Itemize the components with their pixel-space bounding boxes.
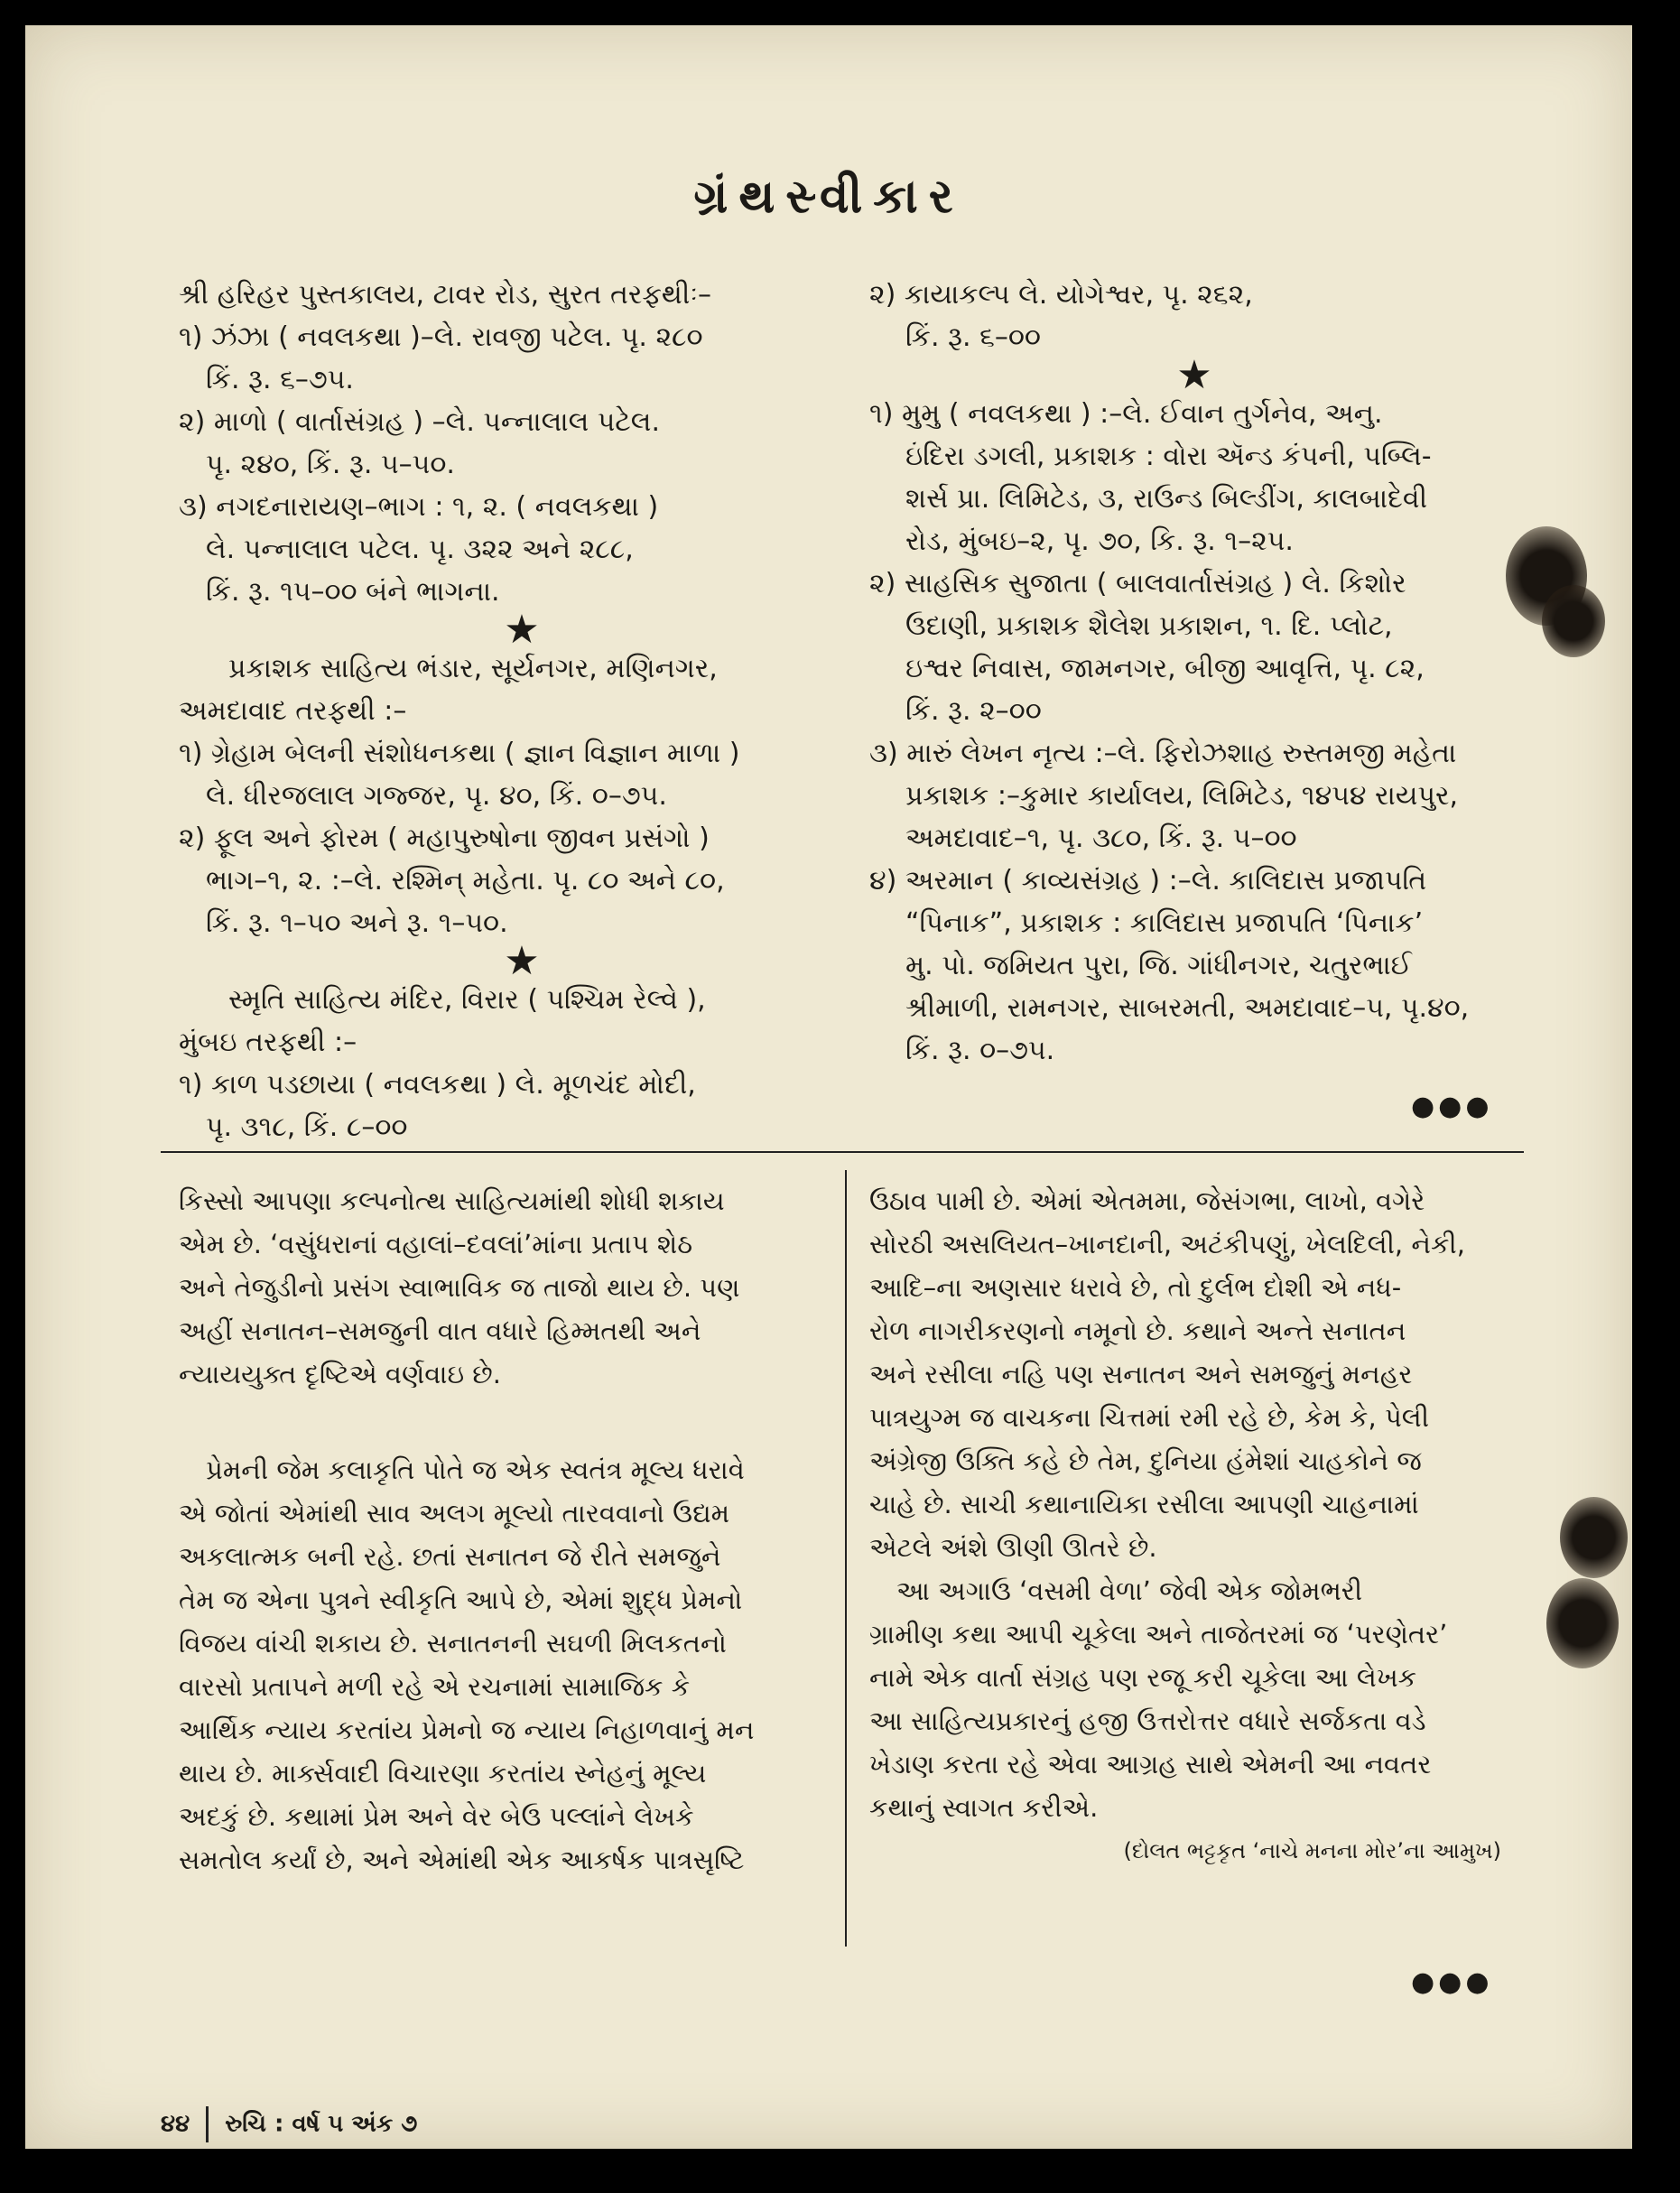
book-entry: ૧) ગ્રેહામ બેલની સંશોધનકથા ( જ્ઞાન વિજ્ઞાન માળા ): [179, 738, 740, 769]
book-entry-detail: કિં. રૂ. ૬–૦૦: [905, 321, 1041, 353]
issue-label: રુચિ : વર્ષ ૫ અંક ૭: [225, 2110, 418, 2138]
book-entry-detail: કિં. રૂ. ૬–૭૫.: [206, 364, 354, 395]
ink-stain: [1560, 1497, 1628, 1578]
book-entry-detail: “પિનાક”, પ્રકાશક : કાલિદાસ પ્રજાપતિ ‘પિનાક’: [905, 907, 1424, 939]
review-left-column: [179, 1179, 811, 1882]
book-entry: ૩) નગદનારાયણ–ભાગ : ૧, ૨. ( નવલકથા ): [179, 491, 659, 523]
page-number: ૪૪: [161, 2110, 190, 2138]
book-entry: ૩) મારું લેખન નૃત્ય :–લે. ફિરોઝશાહ રુસ્તમજી મહેતા: [869, 738, 1457, 769]
review-line: ઉઠાવ પામી છે. એમાં એતમમા, જેસંગભા, લાખો, વગેરે: [869, 1185, 1425, 1216]
review-line: અહીં સનાતન–સમજુની વાત વધારે હિમ્મતથી અને: [179, 1315, 701, 1346]
review-line: વિજય વાંચી શકાય છે. સનાતનની સઘળી મિલકતનો: [179, 1628, 727, 1659]
book-entry-detail: કિં. રૂ. ૧૫–૦૦ બંને ભાગના.: [206, 576, 500, 608]
column-divider: [845, 1170, 847, 1947]
book-entry-detail: કિં. રૂ. ૦–૭૫.: [905, 1035, 1055, 1066]
attribution: (દોલત ભટ્ટકૃત ‘નાચે મનના મોર’ના આમુખ): [1123, 1838, 1501, 1863]
review-line: એ જોતાં એમાંથી સાવ અલગ મૂલ્યો તારવવાનો ઉદ્યમ: [179, 1498, 730, 1529]
ink-stain: [1546, 1578, 1619, 1668]
footer-divider: [206, 2106, 209, 2142]
review-line: કિસ્સો આપણા કલ્પનોત્થ સાહિત્યમાંથી શોધી શકાય: [179, 1185, 725, 1216]
top-left-column: [179, 274, 865, 1148]
top-right-column: [869, 274, 1519, 1072]
book-entry-detail: ઉદાણી, પ્રકાશક શૈલેશ પ્રકાશન, ૧. દિ. પ્લોટ,: [905, 610, 1393, 642]
book-entry-detail: પૃ. ૩૧૮, કિં. ૮–૦૦: [206, 1111, 408, 1143]
book-entry-detail: લે. પન્નાલાલ પટેલ. પૃ. ૩૨૨ અને ૨૮૮,: [206, 534, 634, 565]
star-separator-icon: ★: [504, 938, 540, 984]
book-entry-detail: પૃ. ૨૪૦, કિં. રૂ. ૫–૫૦.: [206, 449, 455, 480]
end-marks: ●●●: [1411, 1966, 1493, 1998]
book-entry-detail: રોડ, મુંબઇ–૨, પૃ. ૭૦, કિ. રૂ. ૧–૨૫.: [905, 525, 1294, 557]
book-entry: ૨) માળો ( વાર્તાસંગ્રહ ) –લે. પન્નાલાલ પટેલ.: [179, 406, 660, 438]
book-entry: ૧) કાળ પડછાયા ( નવલકથા ) લે. મૂળચંદ મોદી,: [179, 1069, 696, 1101]
review-line: કથાનું સ્વાગત કરીએ.: [869, 1792, 1099, 1823]
book-entry: ૨) ફૂલ અને ફોરમ ( મહાપુરુષોના જીવન પ્રસંગો ): [179, 822, 710, 854]
book-entry-detail: ભાગ–૧, ૨. :–લે. રશ્મિન્ મહેતા. પૃ. ૮૦ અને ૮૦,: [206, 865, 725, 897]
review-line: નામે એક વાર્તા સંગ્રહ પણ રજૂ કરી ચૂકેલા આ લેખક: [869, 1662, 1417, 1693]
review-line: સમતોલ કર્યાં છે, અને એમાંથી એક આકર્ષક પાત્રસૃષ્ટિ: [179, 1845, 745, 1875]
review-line: આદિ–ના અણસાર ધરાવે છે, તો દુર્લભ દોશી એ નધ-: [869, 1272, 1402, 1303]
review-line: આ અગાઉ ‘વસમી વેળા’ જેવી એક જોમભરી: [896, 1575, 1363, 1606]
review-line: એમ છે. ‘વસુંધરાનાં વહાલાં–દવલાં’માંના પ્રતાપ શેઠ: [179, 1229, 693, 1259]
review-line: પાત્રયુગ્મ જ વાચકના ચિત્તમાં રમી રહે છે, કેમ કે, પેલી: [869, 1402, 1430, 1433]
book-entry-detail: ઇંદિરા ડગલી, પ્રકાશક : વોરા ઍન્ડ કંપની, પબ્લિ-: [905, 441, 1432, 472]
end-marks: ●●●: [1411, 1091, 1493, 1122]
book-entry: ૨) કાયાકલ્પ લે. યોગેશ્વર, પૃ. ૨૬૨,: [869, 279, 1253, 311]
book-entry-detail: મુ. પો. જમિયત પુરા, જિ. ગાંધીનગર, ચતુરભાઈ: [905, 950, 1412, 981]
review-line: ચાહે છે. સાચી કથાનાયિકા રસીલા આપણી ચાહનામાં: [869, 1489, 1419, 1519]
review-line: તેમ જ એના પુત્રને સ્વીકૃતિ આપે છે, એમાં શુદ્ધ પ્રેમનો: [179, 1584, 743, 1615]
horizontal-divider: [161, 1151, 1524, 1153]
star-separator-icon: ★: [504, 607, 540, 653]
book-entry: ૪) અરમાન ( કાવ્યસંગ્રહ ) :–લે. કાલિદાસ પ્રજાપતિ: [869, 865, 1427, 897]
book-entry-detail: કિં. રૂ. ૨–૦૦: [905, 695, 1042, 727]
book-entry-detail: અમદાવાદ–૧, પૃ. ૩૮૦, કિં. રૂ. ૫–૦૦: [905, 822, 1297, 854]
review-line: રોળ નાગરીકરણનો નમૂનો છે. કથાને અન્તે સનાતન: [869, 1315, 1406, 1346]
review-line: સોરઠી અસલિયત–ખાનદાની, અટંકીપણું, ખેલદિલી, નેકી,: [869, 1229, 1465, 1259]
review-line: પ્રેમની જેમ કલાકૃતિ પોતે જ એક સ્વતંત્ર મૂલ્ય ધરાવે: [206, 1454, 745, 1485]
book-entry-detail: શર્સ પ્રા. લિમિટેડ, ૩, રાઉન્ડ બિલ્ડીંગ, કાલબાદેવી: [905, 483, 1428, 515]
review-line: અંગ્રેજી ઉક્તિ કહે છે તેમ, દુનિયા હંમેશાં ચાહકોને જ: [869, 1445, 1422, 1476]
page-footer: [161, 2106, 417, 2142]
book-entry-detail: કિં. રૂ. ૧–૫૦ અને રૂ. ૧–૫૦.: [206, 907, 508, 939]
review-line: આ સાહિત્યપ્રકારનું હજી ઉત્તરોત્તર વધારે સર્જકતા વડે: [869, 1705, 1426, 1736]
book-entry-detail: પ્રકાશક :–કુમાર કાર્યાલય, લિમિટેડ, ૧૪૫૪ રાયપુર,: [905, 780, 1458, 812]
book-entry: ૧) ઝંઝા ( નવલકથા )–લે. રાવજી પટેલ. પૃ. ૨૮૦: [179, 321, 703, 353]
ink-stain: [1542, 585, 1605, 657]
review-line: અકલાત્મક બની રહે. છતાં સનાતન જે રીતે સમજુને: [179, 1541, 721, 1572]
review-line: વારસો પ્રતાપને મળી રહે એ રચનામાં સામાજિક કે: [179, 1671, 691, 1702]
magazine-page: [25, 25, 1632, 2149]
review-line: ન્યાયયુક્ત દૃષ્ટિએ વર્ણવાઇ છે.: [179, 1359, 501, 1389]
review-right-column: [869, 1179, 1501, 1872]
review-line: ગ્રામીણ કથા આપી ચૂકેલા અને તાજેતરમાં જ ‘પરણેતર’: [869, 1619, 1448, 1649]
publisher-heading-cont: મુંબઇ તરફથી :–: [179, 1027, 357, 1058]
review-line: એટલે અંશે ઊણી ઊતરે છે.: [869, 1532, 1157, 1563]
book-entry-detail: શ્રીમાળી, રામનગર, સાબરમતી, અમદાવાદ–૫, પૃ.૪૦,: [905, 992, 1470, 1024]
publisher-heading: સ્મૃતિ સાહિત્ય મંદિર, વિરાર ( પશ્ચિમ રેલ્વે ),: [228, 984, 706, 1016]
review-line: થાય છે. માર્ક્સવાદી વિચારણા કરતાંય સ્નેહનું મૂલ્ય: [179, 1758, 707, 1789]
review-line: અદકું છે. કથામાં પ્રેમ અને વેર બેઉ પલ્લાંને લેખકે: [179, 1801, 694, 1832]
review-line: ખેડાણ કરતા રહે એવા આગ્રહ સાથે એમની આ નવતર: [869, 1749, 1432, 1779]
publisher-heading-cont: અમદાવાદ તરફથી :–: [179, 695, 407, 727]
book-entry: ૧) મુમુ ( નવલકથા ) :–લે. ઈવાન તુર્ગનેવ, અનુ.: [869, 398, 1383, 430]
publisher-heading: શ્રી હરિહર પુસ્તકાલય, ટાવર રોડ, સુરત તરફથીઃ–: [179, 279, 711, 311]
page-title: ગ્રંથસ્વીકાર: [693, 170, 964, 224]
paragraph-gap: [179, 1396, 811, 1448]
book-entry-detail: ઇશ્વર નિવાસ, જામનગર, બીજી આવૃત્તિ, પૃ. ૮૨,: [905, 653, 1425, 684]
book-entry-detail: લે. ધીરજલાલ ગજ્જર, પૃ. ૪૦, કિં. ૦–૭૫.: [206, 780, 667, 812]
book-entry: ૨) સાહસિક સુજાતા ( બાલવાર્તાસંગ્રહ ) લે. કિશોર: [869, 568, 1406, 599]
review-line: અને રસીલા નહિ પણ સનાતન અને સમજુનું મનહર: [869, 1359, 1413, 1389]
review-line: આર્થિક ન્યાય કરતાંય પ્રેમનો જ ન્યાય નિહાળવાનું મન: [179, 1714, 755, 1745]
publisher-heading: પ્રકાશક સાહિત્ય ભંડાર, સૂર્યનગર, મણિનગર,: [228, 653, 718, 684]
review-line: અને તેજુડીનો પ્રસંગ સ્વાભાવિક જ તાજો થાય છે. પણ: [179, 1272, 740, 1303]
star-separator-icon: ★: [1176, 352, 1212, 398]
